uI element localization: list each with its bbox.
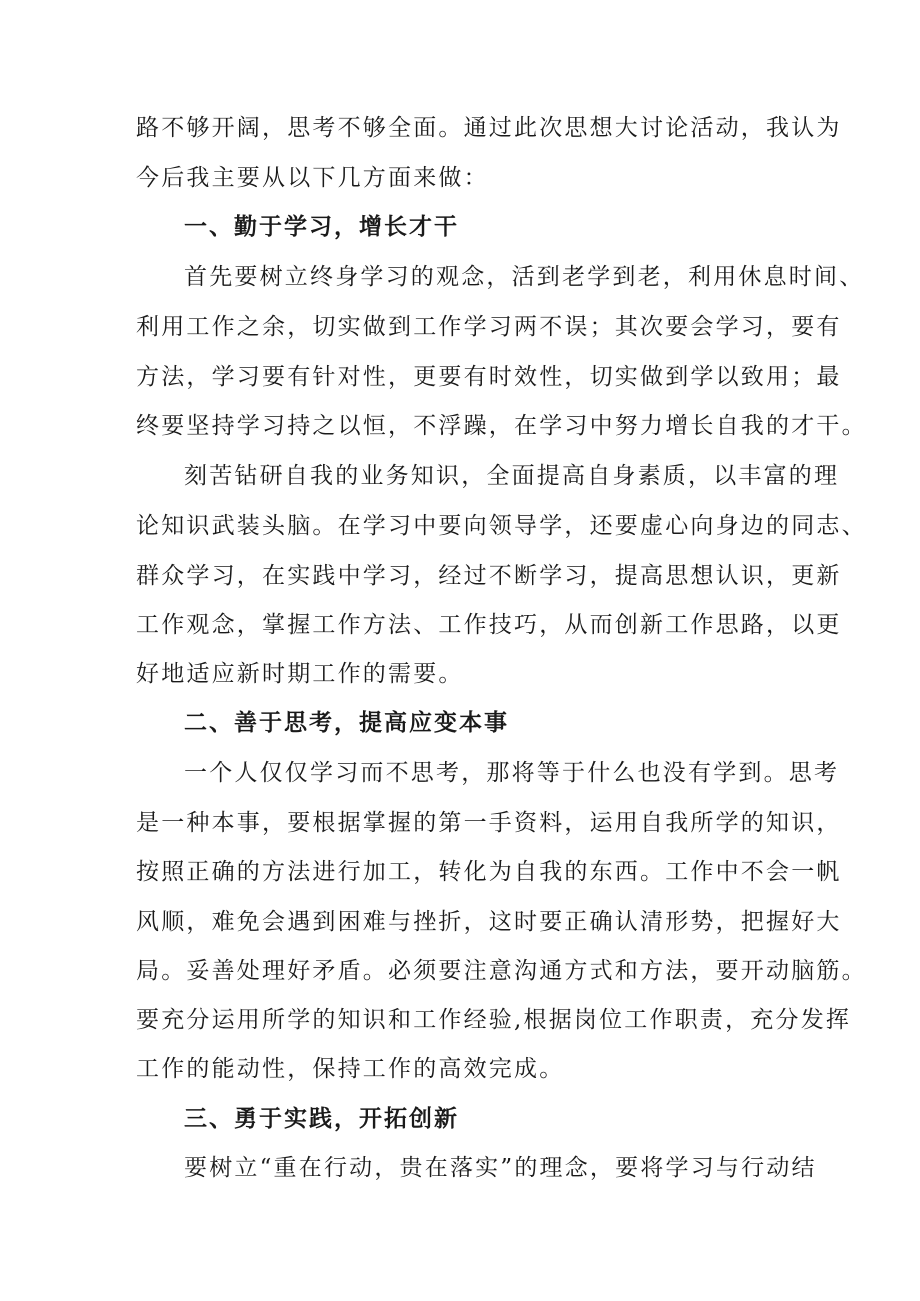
paragraph-line: 方法，学习要有针对性，更要有时效性，切实做到学以致用；最 <box>136 364 842 390</box>
paragraph-line: 风顺，难免会遇到困难与挫折，这时要正确认清形势，把握好大 <box>136 909 842 935</box>
paragraph-line: 要树立“重在行动，贵在落实”的理念，要将学习与行动结 <box>184 1155 817 1181</box>
paragraph-line: 刻苦钻研自我的业务知识，全面提高自身素质，以丰富的理 <box>184 463 840 489</box>
paragraph-line: 按照正确的方法进行加工，转化为自我的东西。工作中不会一帆 <box>136 859 842 885</box>
paragraph-line: 是一种本事，要根据掌握的第一手资料，运用自我所学的知识， <box>136 810 842 836</box>
paragraph-line: 利用工作之余，切实做到工作学习两不误；其次要会学习，要有 <box>136 314 842 340</box>
section-heading-1: 一、勤于学习，增长才干 <box>184 214 459 240</box>
paragraph-line: 路不够开阔，思考不够全面。通过此次思想大讨论活动，我认为 <box>136 115 842 141</box>
paragraph-line: 一个人仅仅学习而不思考，那将等于什么也没有学到。思考 <box>184 760 840 786</box>
section-heading-3: 三、勇于实践，开拓创新 <box>184 1106 459 1132</box>
paragraph-line: 今后我主要从以下几方面来做： <box>136 165 489 191</box>
paragraph-line: 好地适应新时期工作的需要。 <box>136 661 464 687</box>
paragraph-line: 要充分运用所学的知识和工作经验,根据岗位工作职责，充分发挥 <box>136 1007 852 1033</box>
paragraph-line: 工作的能动性，保持工作的高效完成。 <box>136 1056 565 1082</box>
paragraph-line: 首先要树立终身学习的观念，活到老学到老，利用休息时间、 <box>184 264 865 290</box>
section-heading-2: 二、善于思考，提高应变本事 <box>184 710 509 736</box>
paragraph-line: 工作观念，掌握工作方法、工作技巧，从而创新工作思路，以更 <box>136 612 842 638</box>
paragraph-line: 群众学习，在实践中学习，经过不断学习，提高思想认识，更新 <box>136 563 842 589</box>
paragraph-line: 论知识武装头脑。在学习中要向领导学，还要虚心向身边的同志、 <box>136 513 867 539</box>
paragraph-line: 终要坚持学习持之以恒，不浮躁，在学习中努力增长自我的才干。 <box>136 413 867 439</box>
paragraph-line: 局。妥善处理好矛盾。必须要注意沟通方式和方法，要开动脑筋。 <box>136 958 867 984</box>
